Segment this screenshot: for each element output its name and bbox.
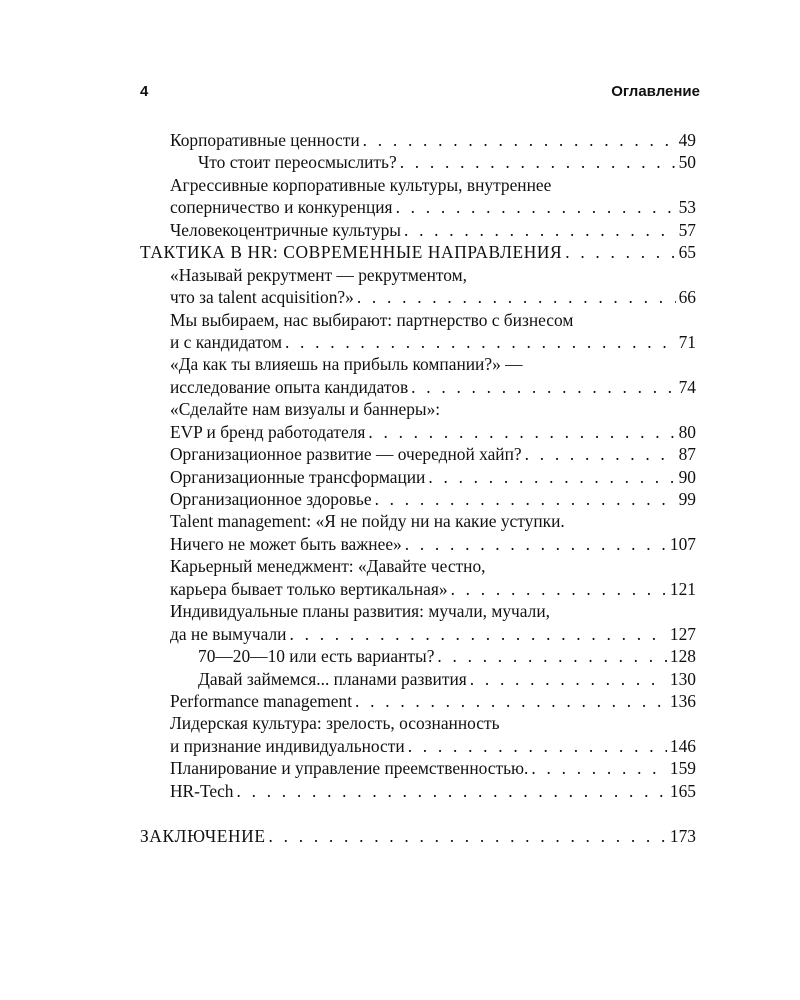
- toc-leader-dots: [400, 151, 676, 173]
- toc-leader-dots: [470, 668, 667, 690]
- toc-entry-title: и признание индивидуальности: [170, 735, 405, 756]
- toc-entry-page: 57: [678, 219, 696, 240]
- toc-entry-title: «Да как ты влияешь на прибыль компании?» —: [170, 354, 523, 375]
- toc-line: [140, 398, 696, 420]
- toc-entry-title: ЗАКЛЮЧЕНИЕ: [140, 825, 266, 846]
- toc-entry: [140, 488, 696, 510]
- toc-leader-dots: [355, 690, 667, 712]
- toc-entry-page: 128: [669, 646, 696, 667]
- toc-entry: [140, 735, 696, 757]
- running-title: Оглавление: [611, 83, 700, 100]
- toc-entry-page: 136: [669, 690, 696, 711]
- toc-leader-dots: [437, 645, 666, 667]
- toc-entry: [140, 578, 696, 600]
- toc-entry-title: HR-Tech: [170, 780, 234, 801]
- page-header: [140, 83, 700, 107]
- toc-leader-dots: [404, 219, 676, 241]
- toc-entry: [140, 443, 696, 465]
- toc-entry-title: Лидерская культура: зрелость, осознанность: [170, 713, 500, 734]
- toc-leader-dots: [565, 241, 675, 263]
- toc-entry-page: 99: [678, 489, 696, 509]
- toc-entry-title: Организационное здоровье: [170, 489, 372, 509]
- toc-entry-title: Агрессивные корпоративные культуры, внутреннее: [170, 174, 552, 195]
- toc-entry-page: 53: [678, 197, 696, 218]
- toc-entry-title: Performance management: [170, 690, 353, 711]
- toc-entry-page: 71: [678, 331, 696, 352]
- toc-leader-dots: [531, 757, 667, 779]
- toc-leader-dots: [237, 780, 667, 802]
- toc-leader-dots: [451, 578, 667, 600]
- toc-entry: [140, 757, 696, 779]
- toc-leader-dots: [375, 488, 676, 510]
- toc-line: [140, 309, 696, 331]
- toc-entry-page: 130: [669, 668, 696, 689]
- toc-entry-title: «Сделайте нам визуалы и баннеры»:: [170, 399, 441, 420]
- toc-entry-title: 70—20—10 или есть варианты?: [198, 646, 435, 667]
- toc-entry-page: 146: [669, 735, 696, 756]
- toc-entry-page: 65: [678, 242, 696, 263]
- toc-leader-dots: [405, 533, 667, 555]
- toc-entry-page: 90: [678, 466, 696, 487]
- toc-entry-title: Организационное развитие — очередной хайп?: [170, 444, 522, 465]
- toc-leader-dots: [363, 129, 676, 151]
- toc-entry-title: Индивидуальные планы развития: мучали, мучали,: [170, 601, 550, 622]
- toc-entry-page: 173: [669, 825, 696, 846]
- toc-leader-dots: [290, 623, 667, 645]
- toc-entry-page: 74: [678, 376, 696, 397]
- toc-leader-dots: [428, 466, 675, 488]
- toc-entry-page: 127: [669, 623, 696, 644]
- toc-entry-page: 121: [669, 578, 696, 599]
- toc-entry: [140, 196, 696, 218]
- toc-entry-title: Организационные трансформации: [170, 466, 426, 487]
- toc-leader-dots: [269, 825, 667, 847]
- toc-entry-title: и с кандидатом: [170, 331, 282, 352]
- toc-entry: [140, 129, 696, 151]
- toc-entry-title: Что стоит переосмыслить?: [198, 152, 397, 173]
- toc-line: [140, 712, 696, 734]
- toc-entry-title: EVP и бренд работодателя: [170, 421, 366, 442]
- toc-entry-page: 87: [678, 444, 696, 465]
- toc-entry-page: 50: [678, 152, 696, 173]
- toc-entry: [140, 690, 696, 712]
- toc-entry-title: Давай займемся... планами развития: [198, 668, 467, 689]
- toc-entry-title: исследование опыта кандидатов: [170, 376, 409, 397]
- toc-entry-page: 165: [669, 780, 696, 801]
- toc-entry: [140, 421, 696, 443]
- toc-entry: [140, 623, 696, 645]
- toc-entry: [140, 286, 696, 308]
- toc-entry-title: Ничего не может быть важнее»: [170, 533, 402, 554]
- toc-line: [140, 174, 696, 196]
- toc-entry-title: Мы выбираем, нас выбирают: партнерство с бизнесом: [170, 309, 574, 330]
- toc-entry-title: Планирование и управление преемственностью.: [170, 758, 529, 779]
- toc-entry-title: «Называй рекрутмент — рекрутментом,: [170, 264, 467, 285]
- toc-entry: [140, 466, 696, 488]
- toc-leader-dots: [285, 331, 676, 353]
- toc-leader-dots: [368, 421, 675, 443]
- toc-entry-title: что за talent acquisition?»: [170, 287, 354, 308]
- toc-entry: [140, 645, 696, 667]
- toc-entry-page: 49: [678, 130, 696, 150]
- toc-entry-title: Корпоративные ценности: [170, 130, 360, 150]
- toc-entry: [140, 151, 696, 173]
- toc-entry-page: 80: [678, 421, 696, 442]
- toc-entry: [140, 219, 696, 241]
- toc-entry-page: 107: [669, 533, 696, 554]
- toc-entry: [140, 668, 696, 690]
- toc-leader-dots: [411, 376, 675, 398]
- toc-entry-title: карьера бывает только вертикальная»: [170, 578, 448, 599]
- toc-entry-title: соперничество и конкуренция: [170, 197, 393, 218]
- toc-leader-dots: [357, 286, 676, 308]
- toc-leader-dots: [525, 443, 676, 465]
- toc-line: [140, 600, 696, 622]
- toc-line: [140, 510, 696, 532]
- toc-entry-title: Карьерный менеджмент: «Давайте честно,: [170, 556, 486, 577]
- toc-entry-title: Talent management: «Я не пойду ни на какие уступки.: [170, 511, 565, 532]
- toc-entry-title: да не вымучали: [170, 623, 287, 644]
- toc-leader-dots: [408, 735, 667, 757]
- toc-entry: [140, 533, 696, 555]
- toc-line: [140, 353, 696, 375]
- toc-line: [140, 264, 696, 286]
- toc-entry: [140, 825, 696, 847]
- toc-entry-title: ТАКТИКА В HR: СОВРЕМЕННЫЕ НАПРАВЛЕНИЯ: [140, 242, 563, 263]
- toc-leader-dots: [396, 196, 676, 218]
- toc-entry: [140, 331, 696, 353]
- toc-entry: [140, 376, 696, 398]
- toc-entry: [140, 780, 696, 802]
- toc-entry: [140, 241, 696, 263]
- toc-entry-page: 66: [678, 287, 696, 308]
- table-of-contents: [140, 129, 696, 847]
- toc-entry-page: 159: [669, 758, 696, 779]
- toc-entry-title: Человекоцентричные культуры: [170, 219, 401, 240]
- toc-line: [140, 802, 696, 824]
- toc-line: [140, 555, 696, 577]
- page-number: 4: [140, 83, 149, 100]
